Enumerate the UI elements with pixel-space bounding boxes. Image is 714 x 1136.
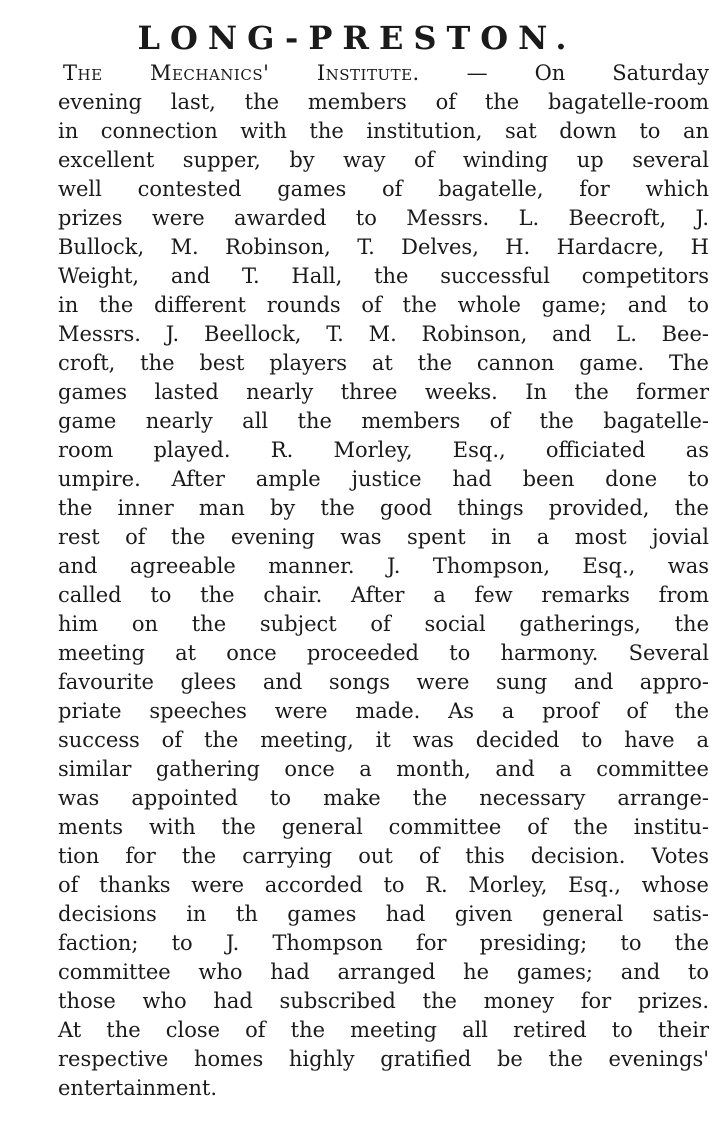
article-line: was appointed to make the necessary arrange- [58, 786, 709, 810]
article-line: the inner man by the good things provided, the [58, 496, 709, 520]
article-line [63, 60, 709, 87]
article-line: evening last, the members of the bagatelle-room [58, 90, 709, 114]
article-line: game nearly all the members of the bagatelle- [58, 409, 709, 433]
article-line: tion for the carrying out of this decision. Votes [58, 844, 709, 868]
headline: LONG-PRESTON. [137, 19, 577, 57]
article-line: those who had subscribed the money for prizes. [58, 989, 709, 1013]
article-line: decisions in th games had given general satis- [58, 902, 709, 926]
article-line: rest of the evening was spent in a most jovial [58, 525, 709, 549]
article-line: of thanks were accorded to R. Morley, Esq., whose [58, 873, 709, 897]
article-line: and agreeable manner. J. Thompson, Esq., was [58, 554, 709, 578]
article-line: committee who had arranged he games; and to [58, 960, 709, 984]
lead-in: The Mechanics' Institute. [63, 61, 420, 85]
article-line: umpire. After ample justice had been done to [58, 467, 709, 491]
article-line: entertainment. [58, 1076, 218, 1100]
article-line: excellent supper, by way of winding up several [58, 148, 709, 172]
article-line: in the different rounds of the whole game; and to [58, 293, 709, 317]
article-line: respective homes highly gratified be the evenings' [58, 1047, 709, 1071]
article-line: well contested games of bagatelle, for which [58, 177, 709, 201]
article-line: faction; to J. Thompson for presiding; to the [58, 931, 709, 955]
article-line: games lasted nearly three weeks. In the former [58, 380, 709, 404]
article-line: similar gathering once a month, and a committee [58, 757, 709, 781]
article-line: success of the meeting, it was decided to have a [58, 728, 709, 752]
article-line: priate speeches were made. As a proof of the [58, 699, 709, 723]
article-line: him on the subject of social gatherings, the [58, 612, 709, 636]
article-line: favourite glees and songs were sung and appro- [58, 670, 709, 694]
article-line: Messrs. J. Beellock, T. M. Robinson, and L. Bee- [58, 322, 709, 346]
article-line: in connection with the institution, sat down to an [58, 119, 709, 143]
article-line: ments with the general committee of the institu- [58, 815, 709, 839]
article-line: meeting at once proceeded to harmony. Several [58, 641, 709, 665]
line-text: — On Saturday [419, 61, 709, 85]
article-line: croft, the best players at the cannon game. The [58, 351, 709, 375]
article-line: called to the chair. After a few remarks from [58, 583, 709, 607]
article-line: At the close of the meeting all retired to their [58, 1018, 709, 1042]
article-line: Weight, and T. Hall, the successful competitors [58, 264, 709, 288]
article-line: room played. R. Morley, Esq., officiated as [58, 438, 709, 462]
article-line: prizes were awarded to Messrs. L. Beecroft, J. [58, 206, 709, 230]
article-line: Bullock, M. Robinson, T. Delves, H. Hardacre, H [58, 235, 709, 259]
